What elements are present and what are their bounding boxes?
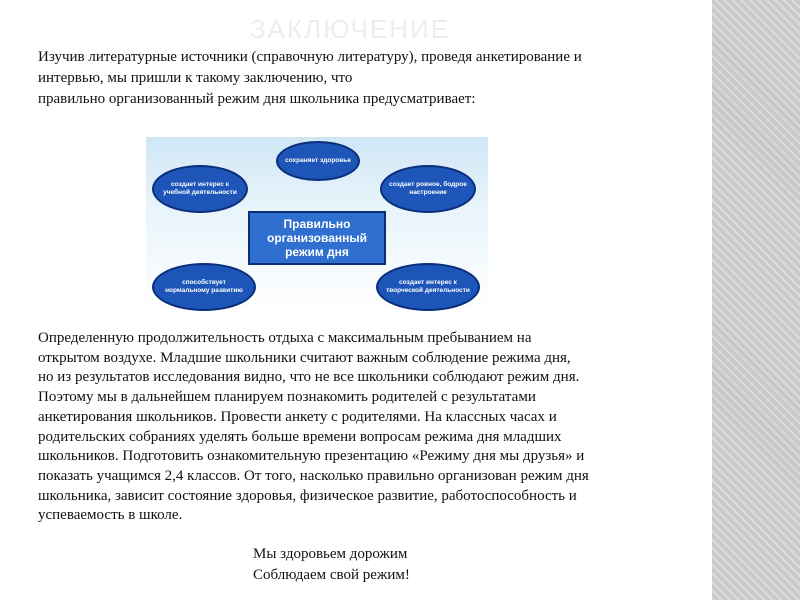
poem-line: Соблюдаем свой режим! (253, 567, 410, 583)
oval-lower-left: способствует нормальному развитию (152, 263, 256, 311)
body-line: школьника, зависит состояние здоровья, физическое развитие, работоспособность и (38, 487, 577, 504)
intro-line: Изучив литературные источники (справочную литературу), проведя анкетирование и (38, 49, 582, 65)
body-line: школьников. Подготовить ознакомительную презентацию «Режиму дня мы друзья» и (38, 448, 585, 465)
diagram-center-box: Правильно организованный режим дня (248, 211, 386, 265)
body-line: открытом воздухе. Младшие школьники считают важным соблюдение режима дня, (38, 349, 571, 366)
decorative-side-stripe (712, 0, 800, 600)
oval-lower-right: создает интерес к творческой деятельности (376, 263, 480, 311)
daily-regime-diagram (146, 137, 488, 313)
intro-paragraph (38, 47, 698, 110)
intro-line: интервью, мы пришли к такому заключению, что (38, 70, 353, 86)
oval-top: сохраняет здоровье (276, 141, 360, 181)
body-line: Поэтому мы в дальнейшем планируем познакомить родителей с результатами (38, 389, 536, 406)
body-line: анкетирования школьников. Провести анкету с родителями. На классных часах и (38, 408, 557, 425)
body-line: успеваемость в школе. (38, 507, 183, 524)
closing-poem (253, 544, 410, 586)
oval-upper-right: создает ровное, бодрое настроение (380, 165, 476, 213)
conclusion-paragraph (38, 329, 698, 526)
poem-line: Мы здоровьем дорожим (253, 546, 408, 562)
body-line: родительских собраниях уделять больше времени вопросам режима дня младших (38, 428, 562, 445)
body-line: но из результатов исследования видно, что не все школьники соблюдают режим дня. (38, 369, 580, 386)
oval-upper-left: создает интерес к учебной деятельности (152, 165, 248, 213)
body-line: показать учащимся 2,4 классов. От того, насколько правильно организован режим дня (38, 467, 589, 484)
intro-line: правильно организованный режим дня школьника предусматривает: (38, 91, 476, 107)
slide-title: ЗАКЛЮЧЕНИЕ (249, 14, 451, 44)
body-line: Определенную продолжительность отдыха с максимальным пребыванием на (38, 330, 532, 346)
